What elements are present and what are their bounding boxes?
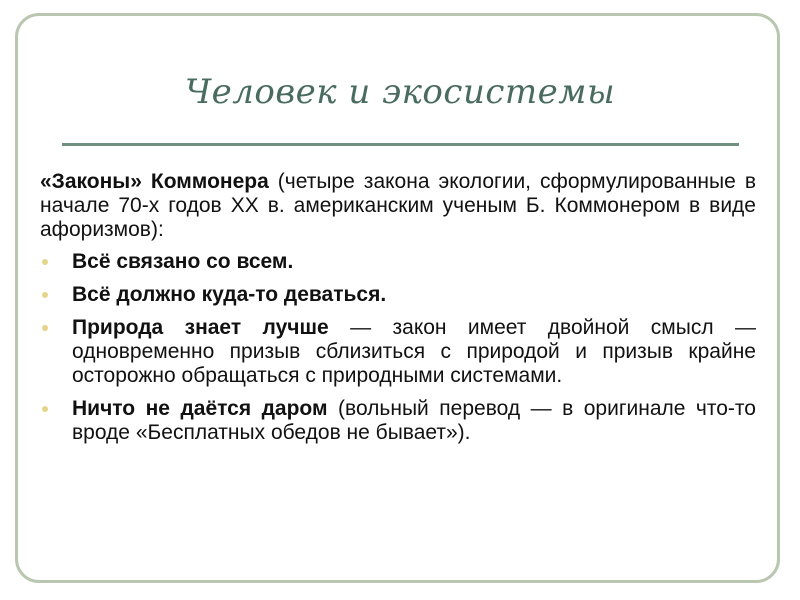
law-title: Всё связано со всем. [72, 250, 294, 273]
bullet-dot-icon [42, 292, 48, 298]
slide-content [40, 170, 756, 454]
intro-bold-quote: «Законы» Коммонера [40, 170, 269, 193]
list-item [40, 283, 756, 307]
intro-paragraph [40, 170, 756, 242]
laws-list [40, 250, 756, 445]
bullet-dot-icon [42, 259, 48, 265]
list-item [40, 250, 756, 274]
list-item [40, 397, 756, 445]
law-text: (вольный перевод — в оригинале что-то вроде «Бесплатных обедов не бывает»). [72, 397, 756, 444]
law-title: Всё должно куда-то деваться. [72, 283, 387, 306]
slide-title: Человек и экосистемы [184, 72, 616, 112]
list-item [40, 316, 756, 388]
bullet-dot-icon [42, 406, 48, 412]
bullet-dot-icon [42, 325, 48, 331]
law-text: — закон имеет двойной смысл — одновременно призыв сблизиться с природой и призыв крайне осторожно обращаться с природными системами. [72, 316, 757, 387]
law-title: Природа знает лучше [72, 316, 329, 339]
law-title: Ничто не даётся даром [72, 397, 328, 420]
title-divider [62, 143, 739, 146]
intro-text: (четыре закона экологии, сформулированные в начале 70-х годов XX в. американским ученым Б. Коммонером в виде афоризмов): [40, 170, 756, 241]
